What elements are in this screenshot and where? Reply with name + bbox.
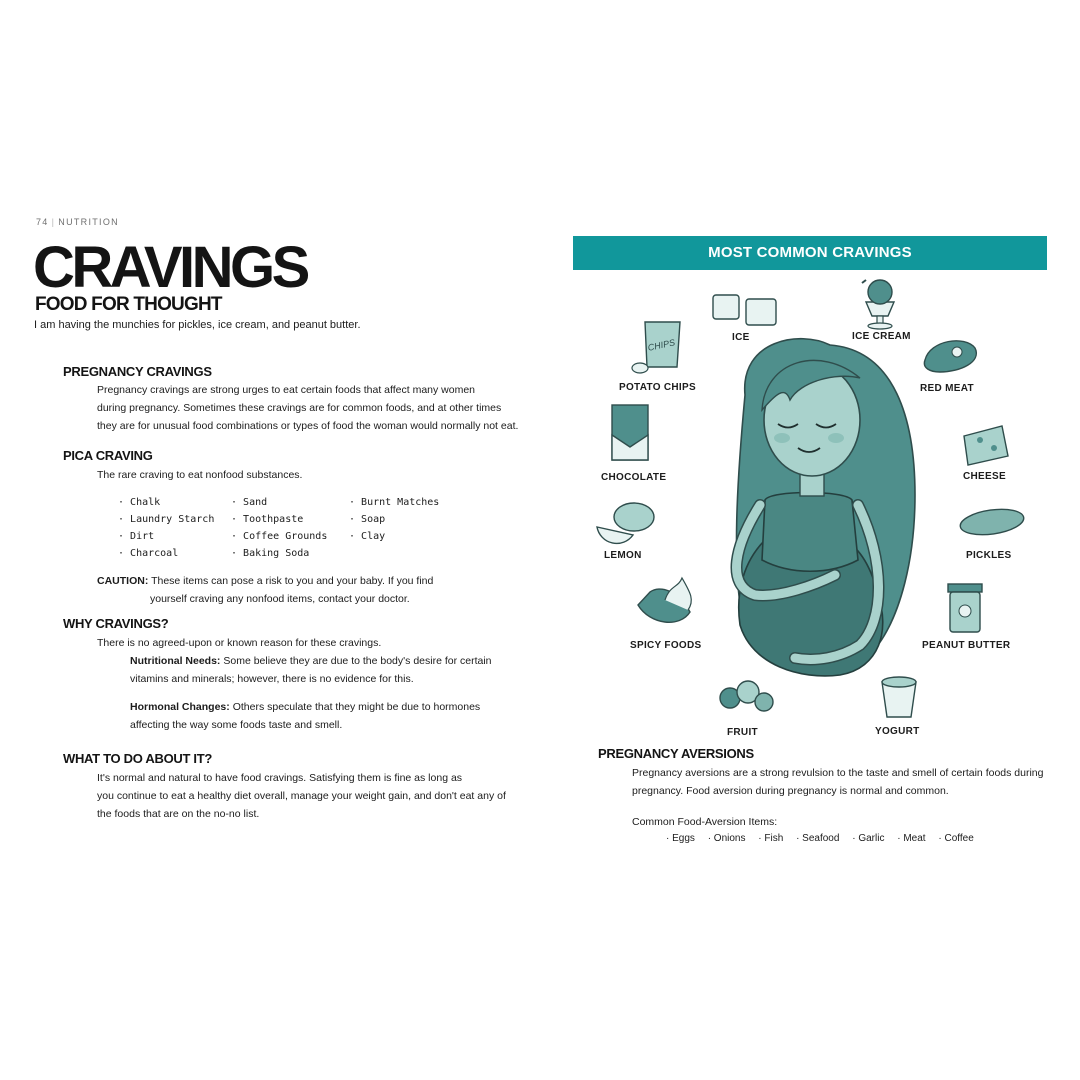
what-to-do-heading: WHAT TO DO ABOUT IT? [63,751,213,766]
pica-description: The rare craving to eat nonfood substances. [97,469,303,481]
red-meat-icon [924,341,976,372]
aversion-item: · Meat [897,833,926,844]
page-header [36,217,119,227]
left-cheek [774,433,790,443]
pickles-icon [959,506,1026,539]
aversion-item: · Onions [707,833,746,844]
ice-cream-icon [862,280,894,329]
aversion-item: · Coffee [938,833,974,844]
cravings-illustration [588,276,1048,746]
fruit-icon [720,681,773,711]
body-line: Pregnancy cravings are strong urges to eat certain foods that affect many women [97,384,476,396]
page-subtitle: FOOD FOR THOUGHT [35,294,222,315]
aversions-heading: PREGNANCY AVERSIONS [598,746,754,761]
list-item: · Soap [349,514,386,525]
label-red-meat: RED MEAT [920,383,974,394]
most-common-cravings-banner: MOST COMMON CRAVINGS [573,236,1047,270]
aversion-item: · Fish [758,833,784,844]
aversion-item: · Seafood [796,833,840,844]
what-to-do-body: It's normal and natural to have food cravings. Satisfying them is fine as long as you continue to eat a healthy diet overall, manage your weight gain, and don't eat any of the foods that are on the no-no list. [97,772,506,820]
potato-chips-icon [632,322,680,373]
list-item: · Burnt Matches [349,497,440,508]
caution-note: CAUTION: These items can pose a risk to you and your baby. If you find yourself craving any nonfood items, contact your doctor. [97,575,434,605]
list-item: · Coffee Grounds [231,531,328,542]
nutritional-needs-label: Nutritional Needs: [130,655,221,667]
label-peanut-butter: PEANUT BUTTER [922,640,1011,651]
aversion-items-label: Common Food-Aversion Items: [632,816,778,828]
pica-list-col2 [231,494,327,562]
aversion-item: · Garlic [852,833,885,844]
why-heading: WHY CRAVINGS? [63,616,169,631]
aversions-body: Pregnancy aversions are a strong revulsion to the taste and smell of certain foods during pregnancy. Food aversion during pregnancy is normal and common. [632,767,1044,797]
list-item: · Chalk [118,497,161,508]
label-potato-chips: POTATO CHIPS [619,382,696,393]
hormonal-changes-label: Hormonal Changes: [130,701,230,713]
pica-list-col3 [349,494,439,545]
hormonal-changes: Hormonal Changes: Others speculate that they might be due to hormones affecting the way some foods taste and smell. [130,701,481,731]
aversion-item: · Eggs [666,833,695,844]
page-number: 74 [36,217,49,227]
spicy-foods-icon [638,578,691,622]
body-line: they are for unusual food combinations or types of food the woman would normally not eat. [97,420,519,432]
aversion-items-list [666,830,974,848]
caution-label: CAUTION: [97,575,149,587]
label-pickles: PICKLES [966,550,1012,561]
list-item: · Laundry Starch [118,514,215,525]
ice-icon [713,295,776,325]
label-yogurt: YOGURT [875,726,920,737]
section-name: NUTRITION [58,217,119,227]
chips-bag-text: CHIPS [646,337,676,353]
list-item: · Clay [349,531,386,542]
label-fruit: FRUIT [727,727,758,738]
pica-list-col1 [118,494,214,562]
header-separator: | [51,217,56,227]
right-cheek [828,433,844,443]
label-cheese: CHEESE [963,471,1006,482]
list-item: · Sand [231,497,268,508]
list-item: · Baking Soda [231,548,310,559]
peanut-butter-icon [948,584,982,632]
why-text: There is no agreed-upon or known reason for these cravings. [97,637,382,649]
lemon-icon [597,503,654,543]
list-item: · Dirt [118,531,155,542]
label-lemon: LEMON [604,550,642,561]
cheese-icon [964,426,1008,465]
woman-top [762,493,858,572]
intro-text: I am having the munchies for pickles, ice cream, and peanut butter. [34,319,361,331]
label-chocolate: CHOCOLATE [601,472,667,483]
page-title: CRAVINGS [33,235,307,300]
label-spicy-foods: SPICY FOODS [630,640,702,651]
nutritional-needs: Nutritional Needs: Some believe they are due to the body's desire for certain vitamins and minerals; however, there is no evidence for this. [130,655,492,685]
label-ice: ICE [732,332,750,343]
pregnancy-cravings-body [97,381,518,435]
pregnancy-cravings-heading: PREGNANCY CRAVINGS [63,364,212,379]
label-ice-cream: ICE CREAM [852,331,911,342]
body-line: during pregnancy. Sometimes these cravings are for common foods, and at other times [97,402,502,414]
chocolate-icon [612,405,648,460]
list-item: · Toothpaste [231,514,304,525]
list-item: · Charcoal [118,548,179,559]
pica-heading: PICA CRAVING [63,448,153,463]
yogurt-icon [882,677,916,717]
